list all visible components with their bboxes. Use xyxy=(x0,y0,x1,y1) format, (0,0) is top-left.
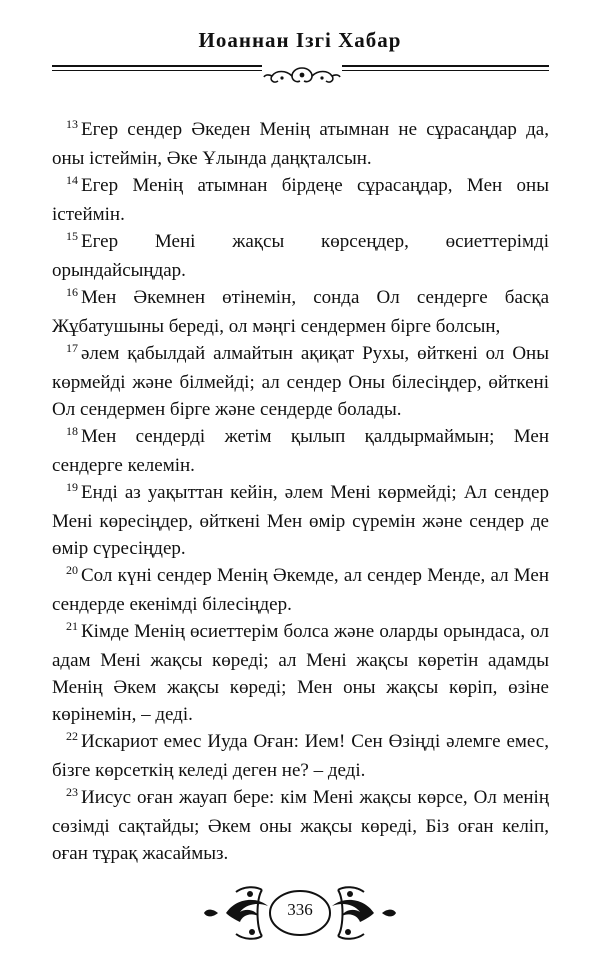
verse-number: 14 xyxy=(66,173,78,187)
verse-text: Искариот емес Иуда Оған: Ием! Сен Өзіңді әлемге емес, бізге көрсеткің келеді деген не? – деді. xyxy=(52,731,549,781)
verse xyxy=(52,728,549,784)
verse xyxy=(52,618,549,728)
verse-number: 13 xyxy=(66,117,78,131)
verse-text: Енді аз уақыттан кейін, әлем Мені көрмейді; Ал сендер Мені көресіңдер, өйткені Мен өмір сүремін және сендер де өмір сүресіңдер. xyxy=(52,482,549,559)
verse-number: 20 xyxy=(66,563,78,577)
verse-number: 22 xyxy=(66,729,78,743)
verse-number: 23 xyxy=(66,785,78,799)
verse xyxy=(52,284,549,340)
verse xyxy=(52,172,549,228)
verse-text: Егер сендер Әкеден Менің атымнан не сұрасаңдар да, оны істеймін, Әке Ұлында даңқталсын. xyxy=(52,119,549,169)
verse xyxy=(52,784,549,867)
page-number: 336 xyxy=(287,900,313,919)
verse-text: Мен сендерді жетім қылып қалдырмаймын; Мен сендерге келемін. xyxy=(52,426,549,476)
verse-number: 17 xyxy=(66,341,78,355)
verse xyxy=(52,116,549,172)
verse-number: 15 xyxy=(66,229,78,243)
verse xyxy=(52,562,549,618)
verse-number: 19 xyxy=(66,480,78,494)
verse-number: 16 xyxy=(66,285,78,299)
verse-text: Сол күні сендер Менің Әкемде, ал сендер Менде, ал Мен сендерде екенімді білесіңдер. xyxy=(52,565,549,615)
verse-number: 18 xyxy=(66,424,78,438)
verse xyxy=(52,423,549,479)
verse-text: Егер Менің атымнан бірдеңе сұрасаңдар, Мен оны істеймін. xyxy=(52,175,549,225)
verse-text: әлем қабылдай алмайтын ақиқат Рухы, өйткені ол Оны көрмейді және білмейді; ал сендер Оны білесіңдер, өйткені Ол сендермен бірге және сендерде болады. xyxy=(52,343,549,420)
verse-text: Мен Әкемнен өтінемін, сонда Ол сендерге басқа Жұбатушыны береді, ол мәңгі сендермен бірге болсын, xyxy=(52,287,549,337)
verse-text: Кімде Менің өсиеттерім болса және оларды орындаса, ол адам Мені жақсы көреді; ал Мені жақсы көретін адамды Менің Әкем жақсы көреді; Мен оны жақсы көріп, өзіне көрінемін, – деді. xyxy=(52,621,549,725)
verse-text: Иисус оған жауап бере: кім Мені жақсы көрсе, Ол менің сөзімді сақтайды; Әкем оны жақсы көреді, Біз оған келіп, оған тұрақ жасаймыз. xyxy=(52,787,549,864)
header-ornament-icon xyxy=(262,62,342,90)
scripture-text xyxy=(52,116,549,867)
verse xyxy=(52,228,549,284)
running-header-title: Иоаннан Ізгі Хабар xyxy=(198,28,402,52)
verse-text: Егер Мені жақсы көрсеңдер, өсиеттерімді орындайсыңдар. xyxy=(52,231,549,281)
footer xyxy=(0,880,600,950)
verse-number: 21 xyxy=(66,619,78,633)
verse xyxy=(52,340,549,423)
verse xyxy=(52,479,549,562)
